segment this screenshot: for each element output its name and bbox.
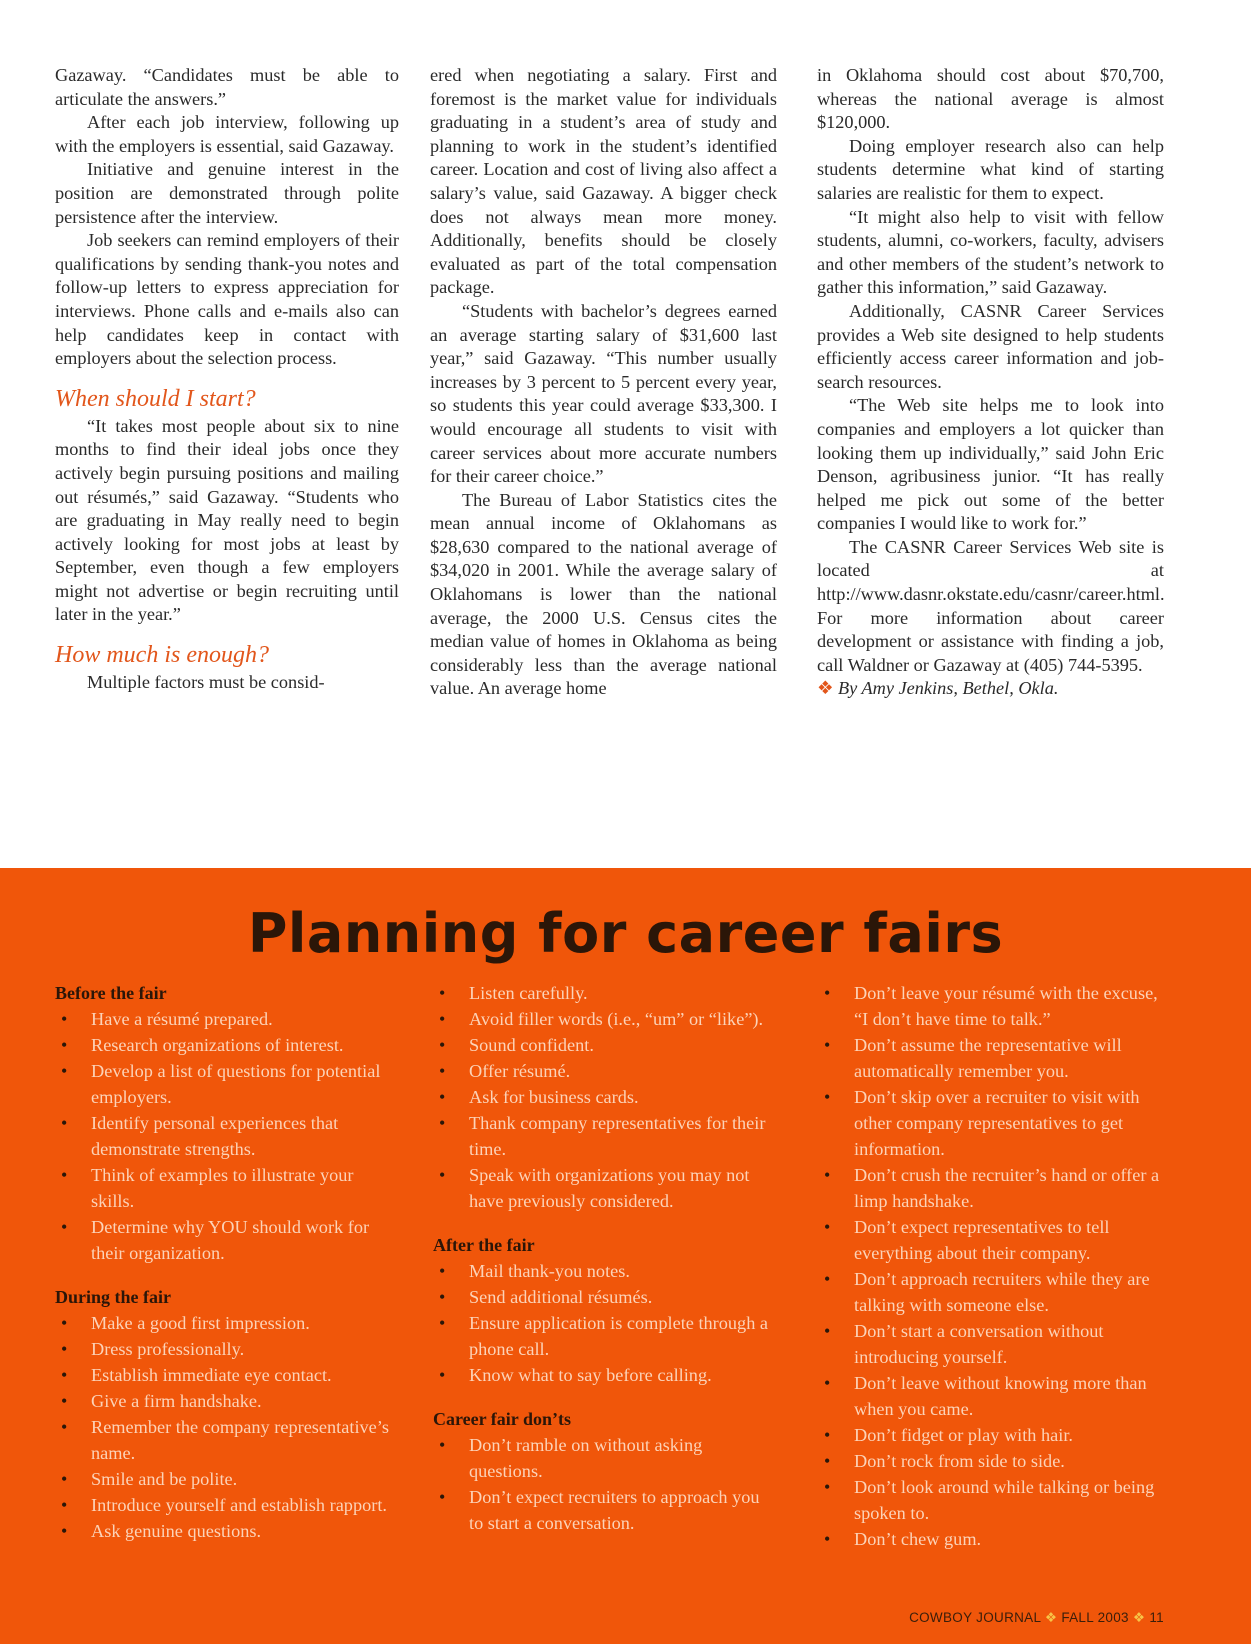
list-item: • Don’t rock from side to side. bbox=[818, 1448, 1164, 1474]
publication-name: COWBOY JOURNAL bbox=[909, 1610, 1041, 1625]
list-item: • Don’t assume the representative will automatically remember you. bbox=[818, 1032, 1164, 1084]
list-item: • Determine why YOU should work for their organization. bbox=[55, 1214, 400, 1266]
list-item: • Mail thank-you notes. bbox=[433, 1258, 778, 1284]
paragraph: Job seekers can remind employers of their qualifications by sending thank-you notes and follow-up letters to express appreciation for interviews. Phone calls and e-mails also can help candidates keep in contact with employers about the selection process. bbox=[55, 230, 399, 369]
diamond-icon: ❖ bbox=[1132, 1610, 1146, 1625]
paragraph: in Oklahoma should cost about $70,700, whereas the national average is almost $120,000. bbox=[817, 65, 1164, 133]
list-item: • Listen carefully. bbox=[433, 980, 778, 1006]
list-item: • Establish immediate eye contact. bbox=[55, 1362, 400, 1388]
list-item: • Don’t skip over a recruiter to visit with other company representatives to get information. bbox=[818, 1084, 1164, 1162]
list-item: • Send additional résumés. bbox=[433, 1284, 778, 1310]
paragraph: After each job interview, following up with the employers is essential, said Gazaway. bbox=[55, 112, 399, 156]
after-fair-heading: After the fair bbox=[433, 1235, 535, 1255]
sidebar-column-3 bbox=[818, 980, 1164, 1552]
career-fairs-sidebar bbox=[0, 868, 1251, 1644]
list-item: • Give a firm handshake. bbox=[55, 1388, 400, 1414]
list-item: • Don’t ramble on without asking questions. bbox=[433, 1432, 778, 1484]
byline-text: By Amy Jenkins, Bethel, Okla. bbox=[837, 678, 1059, 699]
list-item: • Speak with organizations you may not have previously considered. bbox=[433, 1162, 778, 1214]
paragraph: The CASNR Career Services Web site is located at http://www.dasnr.okstate.edu/casnr/career.html. For more information about career development or assistance with finding a job, call Waldner or Gazaway at (405) 744-5395. bbox=[817, 536, 1165, 675]
list-item: • Don’t leave without knowing more than when you came. bbox=[818, 1370, 1164, 1422]
paragraph: “It takes most people about six to nine months to find their ideal jobs once they actively begin pursuing positions and mailing out résumés,” said Gazaway. “Students who are graduating in May really need to begin actively looking for most jobs at least by September, even though a few employers might not advertise or begin recruiting until later in the year.” bbox=[55, 415, 399, 625]
list-item: • Introduce yourself and establish rapport. bbox=[55, 1492, 400, 1518]
list-item: • Develop a list of questions for potential employers. bbox=[55, 1058, 400, 1110]
paragraph: Initiative and genuine interest in the position are demonstrated through polite persistence after the interview. bbox=[55, 159, 399, 227]
subheading-when-start: When should I start? bbox=[55, 385, 256, 412]
sidebar-title: Planning for career fairs bbox=[247, 902, 1004, 965]
paragraph: Doing employer research also can help students determine what kind of starting salaries are realistic for them to expect. bbox=[817, 135, 1164, 203]
paragraph: Additionally, CASNR Career Services provides a Web site designed to help students efficiently access career information and job-search resources. bbox=[817, 300, 1164, 392]
list-item: • Ask for business cards. bbox=[433, 1084, 778, 1110]
donts-list-continued bbox=[818, 980, 1164, 1552]
byline bbox=[817, 677, 1164, 701]
list-item: • Don’t fidget or play with hair. bbox=[818, 1422, 1164, 1448]
paragraph: Gazaway. “Candidates must be able to articulate the answers.” bbox=[55, 65, 399, 109]
list-item: • Offer résumé. bbox=[433, 1058, 778, 1084]
during-fair-list-continued bbox=[433, 980, 778, 1214]
issue-date: FALL 2003 bbox=[1061, 1610, 1129, 1625]
list-item: • Dress professionally. bbox=[55, 1336, 400, 1362]
list-item: • Don’t expect representatives to tell everything about their company. bbox=[818, 1214, 1164, 1266]
article-column-2 bbox=[430, 64, 777, 701]
before-fair-heading: Before the fair bbox=[55, 983, 167, 1003]
diamond-icon: ❖ bbox=[817, 678, 834, 699]
page-number: 11 bbox=[1149, 1610, 1164, 1625]
sidebar-column-2 bbox=[433, 980, 778, 1536]
paragraph: “It might also help to visit with fellow students, alumni, co-workers, faculty, advisers and other members of the student’s network to gather this information,” said Gazaway. bbox=[817, 206, 1164, 298]
paragraph: “The Web site helps me to look into companies and employers a lot quicker than looking them up individually,” said John Eric Denson, agribusiness junior. “It has really helped me pick out some of the better companies I would like to work for.” bbox=[817, 395, 1164, 534]
sidebar-column-1 bbox=[55, 980, 400, 1544]
list-item: • Remember the company representative’s name. bbox=[55, 1414, 400, 1466]
list-item: • Research organizations of interest. bbox=[55, 1032, 400, 1058]
career-fair-donts-heading: Career fair don’ts bbox=[433, 1409, 571, 1429]
list-item: • Don’t chew gum. bbox=[818, 1526, 1164, 1552]
donts-list bbox=[433, 1432, 778, 1536]
subheading-how-much: How much is enough? bbox=[55, 642, 269, 669]
list-item: • Have a résumé prepared. bbox=[55, 1006, 400, 1032]
page-footer bbox=[909, 1610, 1164, 1626]
before-fair-list bbox=[55, 1006, 400, 1266]
list-item: • Avoid filler words (i.e., “um” or “like”). bbox=[433, 1006, 778, 1032]
list-item: • Don’t crush the recruiter’s hand or offer a limp handshake. bbox=[818, 1162, 1164, 1214]
article-column-3 bbox=[817, 64, 1164, 701]
list-item: • Ensure application is complete through a phone call. bbox=[433, 1310, 778, 1362]
list-item: • Smile and be polite. bbox=[55, 1466, 400, 1492]
paragraph: “Students with bachelor’s degrees earned an average starting salary of $31,600 last year,” said Gazaway. “This number usually increases by 3 percent to 5 percent every year, so students this year could average $33,300. I would encourage all students to visit with career services about more accurate numbers for their career choice.” bbox=[430, 300, 777, 487]
list-item: • Make a good first impression. bbox=[55, 1310, 400, 1336]
list-item: • Ask genuine questions. bbox=[55, 1518, 400, 1544]
list-item: • Don’t leave your résumé with the excuse, “I don’t have time to talk.” bbox=[818, 980, 1164, 1032]
list-item: • Sound confident. bbox=[433, 1032, 778, 1058]
after-fair-list bbox=[433, 1258, 778, 1388]
list-item: • Thank company representatives for their time. bbox=[433, 1110, 778, 1162]
list-item: • Know what to say before calling. bbox=[433, 1362, 778, 1388]
list-item: • Don’t look around while talking or being spoken to. bbox=[818, 1474, 1164, 1526]
list-item: • Identify personal experiences that demonstrate strengths. bbox=[55, 1110, 400, 1162]
list-item: • Think of examples to illustrate your skills. bbox=[55, 1162, 400, 1214]
diamond-icon: ❖ bbox=[1044, 1610, 1058, 1625]
list-item: • Don’t start a conversation without introducing yourself. bbox=[818, 1318, 1164, 1370]
paragraph: ered when negotiating a salary. First and foremost is the market value for individuals graduating in a student’s area of study and planning to work in the student’s identified career. Location and cost of living also affect a salary’s value, said Gazaway. A bigger check does not always mean more money. Additionally, benefits should be closely evaluated as part of the total compensation package. bbox=[430, 65, 777, 298]
paragraph: The Bureau of Labor Statistics cites the mean annual income of Oklahomans as $28,630 compared to the national average of $34,020 in 2001. While the average salary of Oklahomans is lower than the national average, the 2000 U.S. Census cites the median value of homes in Oklahoma as being considerably less than the average national value. An average home bbox=[430, 489, 777, 699]
list-item: • Don’t expect recruiters to approach you to start a conversation. bbox=[433, 1484, 778, 1536]
during-fair-heading: During the fair bbox=[55, 1287, 171, 1307]
during-fair-list bbox=[55, 1310, 400, 1544]
list-item: • Don’t approach recruiters while they are talking with someone else. bbox=[818, 1266, 1164, 1318]
paragraph: Multiple factors must be consid- bbox=[87, 672, 325, 693]
article-column-1 bbox=[55, 64, 399, 695]
